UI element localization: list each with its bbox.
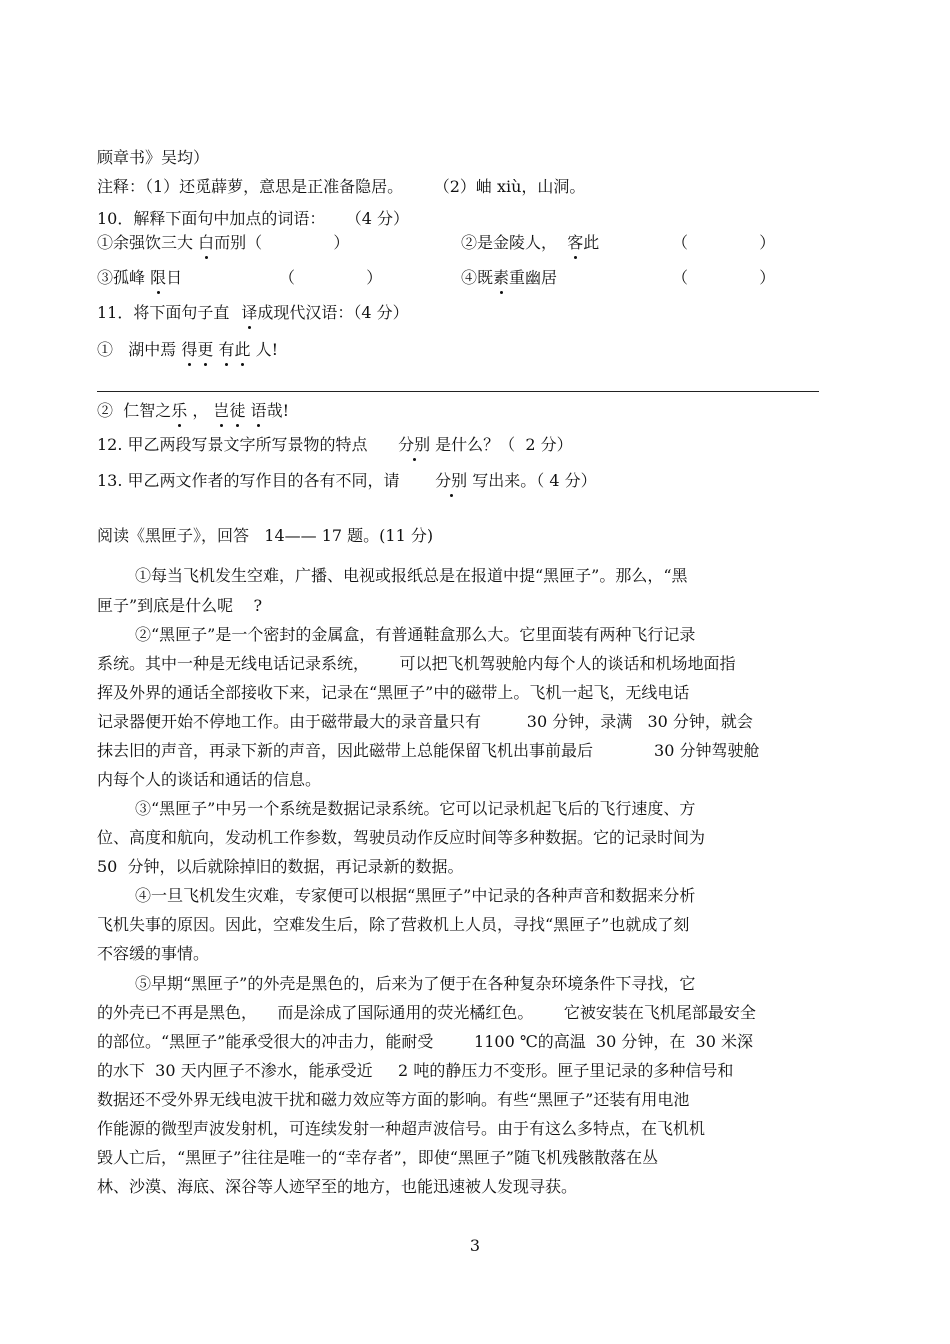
q10-item-3: ③孤峰 限日 (97, 268, 183, 287)
passage-line: 的外壳已不再是黑色， 而是涂成了国际通用的荧光橘红色。 它被安装在飞机尾部最安全 (97, 1003, 756, 1022)
passage-line: ②“黑匣子”是一个密封的金属盒，有普通鞋盒那么大。它里面装有两种飞行记录 (135, 625, 696, 644)
passage-line: 系统。其中一种是无线电话记录系统， 可以把飞机驾驶舱内每个人的谈话和机场地面指 (97, 654, 736, 673)
reading-title: 阅读《黑匣子》，回答 14—— 17 题。(11 分) (97, 526, 434, 545)
source-line: 顾章书》吴均） (97, 148, 210, 167)
question-11-title: 11．将下面句子直 译成现代汉语：（4 分） (97, 303, 409, 322)
question-10-row-1 (97, 233, 349, 253)
passage-line: ④一旦飞机发生灾难，专家便可以根据“黑匣子”中记录的各种声音和数据来分析 (135, 886, 696, 905)
passage-line: 的部位。“黑匣子”能承受很大的冲击力，能耐受 1100 ℃的高温 30 分钟，在 30 米深 (97, 1032, 753, 1051)
q10-item-2: ②是金陵人， 客此 (461, 233, 600, 252)
page-number: 3 (469, 1236, 481, 1255)
question-12: 12. 甲乙两段写景文字所写景物的特点 分别 是什么？（ 2 分） (97, 435, 573, 454)
passage-line: ⑤早期“黑匣子”的外壳是黑色的，后来为了便于在各种复杂环境条件下寻找，它 (135, 974, 696, 993)
question-10-title: 10．解释下面句中加点的词语： （4 分） (97, 209, 409, 228)
passage-line: ①每当飞机发生空难，广播、电视或报纸总是在报道中提“黑匣子”。那么，“黑 (135, 566, 688, 585)
passage-line: 数据还不受外界无线电波干扰和磁力效应等方面的影响。有些“黑匣子”还装有用电池 (97, 1090, 690, 1109)
passage-line: 毁人亡后，“黑匣子”往往是唯一的“幸存者”，即使“黑匣子”随飞机残骸散落在丛 (97, 1148, 659, 1167)
passage-line: 挥及外界的通话全部接收下来，记录在“黑匣子”中的磁带上。飞机一起飞，无线电话 (97, 683, 690, 702)
q10-item-2-blank: （ ） (672, 233, 776, 252)
q10-item-3-blank: （ ） (279, 268, 383, 287)
answer-line (97, 391, 819, 392)
passage-line: 位、高度和航向，发动机工作参数，驾驶员动作反应时间等多种数据。它的记录时间为 (97, 828, 706, 847)
passage-line: 记录器便开始不停地工作。由于磁带最大的录音量只有 30 分钟，录满 30 分钟，就会 (97, 712, 753, 731)
passage-line: 飞机失事的原因。因此，空难发生后，除了营救机上人员，寻找“黑匣子”也就成了刻 (97, 915, 690, 934)
annotation-note: 注释：（1）还觅薜萝，意思是正准备隐居。 （2）岫 xiù，山洞。 (97, 177, 586, 196)
question-11-sentence-2: ② 仁智之乐 ， 岂徒 语哉! (97, 401, 289, 420)
passage-line: 林、沙漠、海底、深谷等人迹罕至的地方，也能迅速被人发现寻获。 (97, 1177, 578, 1196)
question-11-sentence-1: ① 湖中焉 得更 有此 人! (97, 340, 279, 359)
question-13: 13. 甲乙两文作者的写作目的各有不同，请 分别 写出来。（ 4 分） (97, 471, 597, 490)
passage-line: 的水下 30 天内匣子不渗水，能承受近 2 吨的静压力不变形。匣子里记录的多种信号和 (97, 1061, 734, 1080)
passage-line: 作能源的微型声波发射机，可连续发射一种超声波信号。由于有这么多特点，在飞机机 (97, 1119, 706, 1138)
passage-line: 50 分钟，以后就除掉旧的数据，再记录新的数据。 (97, 857, 464, 876)
passage-line: 抹去旧的声音，再录下新的声音，因此磁带上总能保留飞机出事前最后 30 分钟驾驶舱 (97, 741, 760, 760)
passage-line: ③“黑匣子”中另一个系统是数据记录系统。它可以记录机起飞后的飞行速度、方 (135, 799, 696, 818)
q10-item-1: ①余强饮三大 白而别（ ） (97, 233, 350, 252)
passage-line: 匣子”到底是什么呢 ? (97, 596, 263, 615)
passage-line: 不容缓的事情。 (97, 944, 210, 963)
q10-item-4: ④既素重幽居 (461, 268, 558, 287)
passage-line: 内每个人的谈话和通话的信息。 (97, 770, 322, 789)
q10-item-4-blank: （ ） (672, 268, 776, 287)
